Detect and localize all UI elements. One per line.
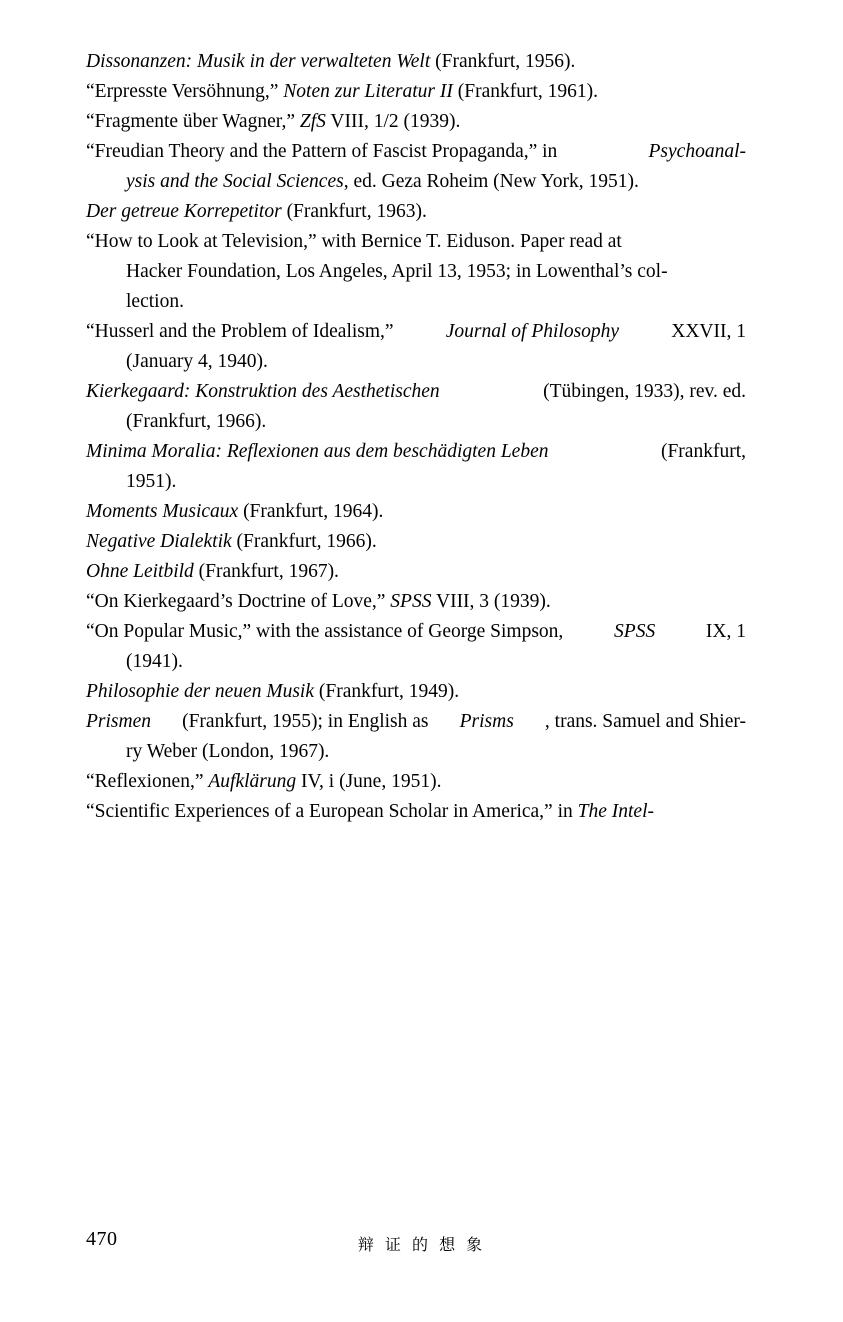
page-number: 470 [86, 1228, 118, 1250]
bibliography-entry-line [86, 382, 746, 402]
plain-text: IX, 1 [705, 621, 746, 642]
italic-text: Prismen [86, 711, 151, 732]
italic-text: Journal of Philosophy [445, 321, 620, 342]
bibliography-entry [86, 592, 746, 612]
page-footer [0, 1228, 843, 1268]
plain-text: (Frankfurt, 1949). [314, 681, 460, 702]
bibliography-entry [86, 52, 746, 72]
plain-text: (Frankfurt, 1967). [193, 561, 339, 582]
plain-text: (January 4, 1940). [126, 351, 268, 372]
bibliography-entry-line [86, 352, 746, 372]
bibliography-entry-line [86, 742, 746, 762]
italic-text: ZfS [299, 111, 326, 132]
bibliography-list [86, 52, 746, 832]
bibliography-entry-line [86, 592, 746, 612]
bibliography-entry [86, 772, 746, 792]
bibliography-entry-line [86, 772, 746, 792]
bibliography-entry [86, 112, 746, 132]
plain-text: “On Kierkegaard’s Doctrine of Love,” [86, 591, 391, 612]
plain-text: VIII, 1/2 (1939). [325, 111, 461, 132]
italic-text: Prisms [459, 711, 514, 732]
plain-text: , trans. Samuel and Shier- [544, 711, 746, 732]
italic-text: Noten zur Literatur II [283, 81, 453, 102]
italic-text: Aufklärung [208, 771, 297, 792]
bibliography-entry-line [86, 502, 746, 522]
plain-text: ry Weber (London, 1967). [126, 741, 330, 762]
bibliography-entry-line [86, 112, 746, 132]
bibliography-entry-line [86, 412, 746, 432]
bibliography-entry [86, 442, 746, 492]
bibliography-entry-line [86, 322, 746, 342]
bibliography-entry [86, 712, 746, 762]
plain-text: (Frankfurt, 1964). [238, 501, 384, 522]
bibliography-entry [86, 562, 746, 582]
plain-text: “How to Look at Television,” with Bernice T. Eiduson. Paper read at [86, 231, 622, 252]
bibliography-entry [86, 382, 746, 432]
bibliography-entry [86, 532, 746, 552]
plain-text: (1941). [126, 651, 183, 672]
bibliography-entry-line [86, 622, 746, 642]
italic-text: Kierkegaard: Konstruktion des Aesthetischen [86, 381, 440, 402]
plain-text: (Frankfurt, 1961). [452, 81, 598, 102]
bibliography-entry-line [86, 712, 746, 732]
plain-text: (Tübingen, 1933), rev. ed. [543, 381, 746, 402]
italic-text: Minima Moralia: Reflexionen aus dem beschädigten Leben [86, 441, 549, 462]
bibliography-entry [86, 622, 746, 672]
plain-text: (Frankfurt, 1955); in English as [182, 711, 429, 732]
plain-text: , ed. Geza Roheim (New York, 1951). [343, 171, 639, 192]
plain-text: “Erpresste Versöhnung,” [86, 81, 284, 102]
bibliography-entry [86, 82, 746, 102]
bibliography-entry-line [86, 532, 746, 552]
plain-text: XXVII, 1 [671, 321, 746, 342]
bibliography-entry-line [86, 472, 746, 492]
italic-text: SPSS [614, 621, 656, 642]
plain-text: “Reflexionen,” [86, 771, 209, 792]
bibliography-entry [86, 232, 746, 312]
plain-text: “On Popular Music,” with the assistance of George Simpson, [86, 621, 564, 642]
italic-text: ysis and the Social Sciences [126, 171, 344, 192]
bibliography-entry-line [86, 202, 746, 222]
bibliography-entry-line [86, 682, 746, 702]
bibliography-entry [86, 202, 746, 222]
plain-text: “Fragmente über Wagner,” [86, 111, 300, 132]
running-head: 辩 证 的 想 象 [357, 1235, 486, 1254]
bibliography-entry-line [86, 232, 746, 252]
plain-text: IV, i (June, 1951). [296, 771, 442, 792]
bibliography-entry [86, 682, 746, 702]
bibliography-entry [86, 802, 746, 822]
bibliography-entry-line [86, 562, 746, 582]
plain-text: “Freudian Theory and the Pattern of Fascist Propaganda,” in [86, 141, 558, 162]
plain-text: Hacker Foundation, Los Angeles, April 13, 1953; in Lowenthal’s col- [126, 261, 668, 282]
bibliography-entry [86, 142, 746, 192]
bibliography-entry-line [86, 142, 746, 162]
italic-text: Ohne Leitbild [86, 561, 194, 582]
plain-text: lection. [126, 291, 184, 312]
bibliography-entry-line [86, 82, 746, 102]
bibliography-entry [86, 322, 746, 372]
italic-text: Negative Dialektik [86, 531, 232, 552]
plain-text: (Frankfurt, 1966). [126, 411, 267, 432]
plain-text: “Scientific Experiences of a European Scholar in America,” in [86, 801, 578, 822]
bibliography-entry-line [86, 652, 746, 672]
italic-text: SPSS [390, 591, 432, 612]
bibliography-entry-line [86, 292, 746, 312]
bibliography-entry-line [86, 52, 746, 72]
italic-text: Psychoanal- [648, 141, 746, 162]
bibliography-entry [86, 502, 746, 522]
bibliography-entry-line [86, 172, 746, 192]
italic-text: Philosophie der neuen Musik [86, 681, 314, 702]
plain-text: VIII, 3 (1939). [431, 591, 551, 612]
plain-text: “Husserl and the Problem of Idealism,” [86, 321, 394, 342]
bibliography-entry-line [86, 442, 746, 462]
plain-text: (Frankfurt, [660, 441, 746, 462]
plain-text: (Frankfurt, 1956). [430, 51, 576, 72]
plain-text: (Frankfurt, 1966). [231, 531, 377, 552]
plain-text: 1951). [126, 471, 177, 492]
plain-text: (Frankfurt, 1963). [281, 201, 427, 222]
italic-text: Moments Musicaux [86, 501, 239, 522]
bibliography-entry-line [86, 802, 746, 822]
bibliography-entry-line [86, 262, 746, 282]
italic-text: Der getreue Korrepetitor [86, 201, 282, 222]
italic-text: Dissonanzen: Musik in der verwalteten Welt [86, 51, 431, 72]
italic-text: The Intel- [577, 801, 654, 822]
